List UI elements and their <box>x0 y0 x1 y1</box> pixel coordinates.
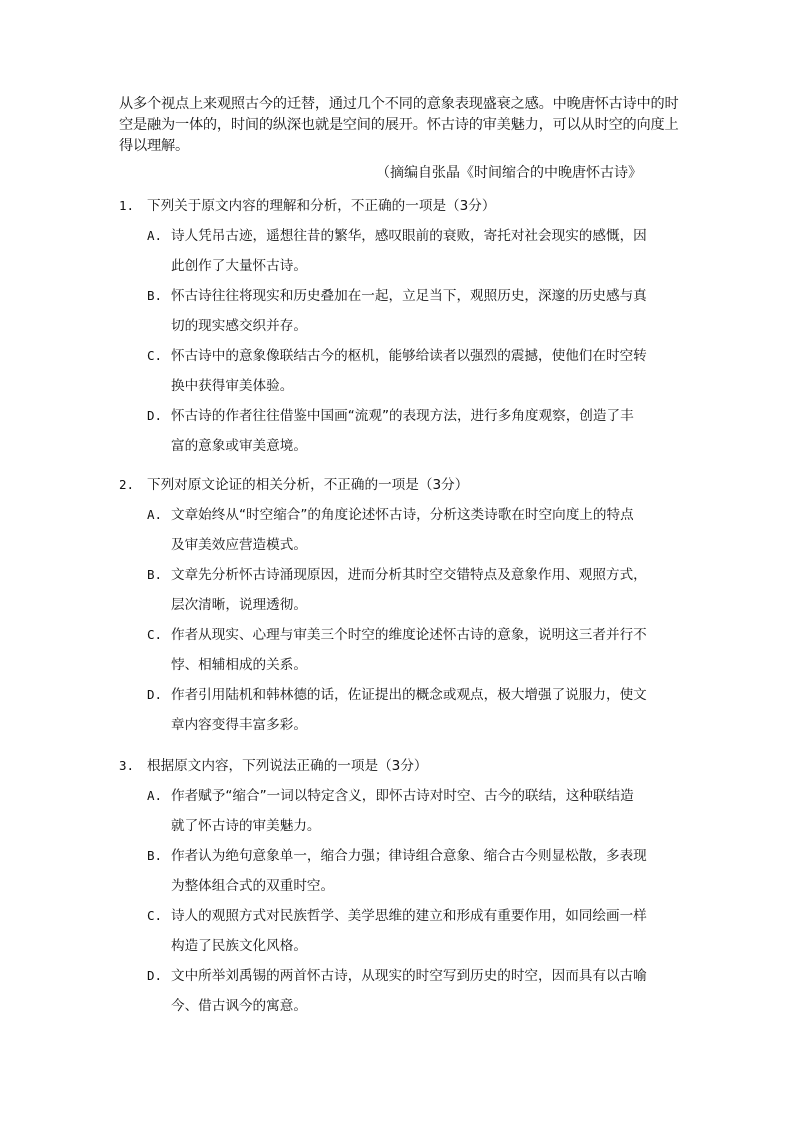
option-d[interactable] <box>147 685 689 745</box>
question-text: 下列关于原文内容的理解和分析，不正确的一项是（3分） <box>147 198 496 214</box>
option-text-continued: 构造了民族文化风格。 <box>171 938 307 954</box>
option-a[interactable] <box>147 505 689 565</box>
option-letter: C. <box>147 908 163 923</box>
option-b[interactable] <box>147 286 689 346</box>
option-text: 文章始终从“时空缩合”的角度论述怀古诗，分析这类诗歌在时空向度上的特点 <box>171 507 634 523</box>
question-number: 1. <box>119 198 135 213</box>
intro-line: 从多个视点上来观照古今的迁替，通过几个不同的意象表现盛衰之感。中晚唐怀古诗中的时 <box>119 96 679 112</box>
intro-paragraph <box>119 94 679 157</box>
option-letter: B. <box>147 848 163 863</box>
question-number: 3. <box>119 758 135 773</box>
option-a[interactable] <box>147 226 689 286</box>
option-d[interactable] <box>147 966 689 1026</box>
option-text-continued: 今、借古讽今的寓意。 <box>171 998 307 1014</box>
option-text-continued: 切的现实感交织并存。 <box>171 318 307 334</box>
option-text: 诗人的观照方式对民族哲学、美学思维的建立和形成有重要作用，如同绘画一样 <box>171 908 647 924</box>
option-b[interactable] <box>147 846 689 906</box>
question-3 <box>119 756 689 1026</box>
option-text: 作者引用陆机和韩林德的话，佐证提出的概念或观点，极大增强了说服力，使文 <box>171 687 647 703</box>
option-text-continued: 及审美效应营造模式。 <box>171 537 307 553</box>
option-c[interactable] <box>147 625 689 685</box>
option-text-continued: 就了怀古诗的审美魅力。 <box>171 818 321 834</box>
question-stem <box>119 756 689 786</box>
option-text: 文中所举刘禹锡的两首怀古诗，从现实的时空写到历史的时空，因而具有以古喻 <box>171 968 647 984</box>
option-text-continued: 换中获得审美体验。 <box>171 378 294 394</box>
option-text-continued: 层次清晰，说理透彻。 <box>171 597 307 613</box>
option-d[interactable] <box>147 406 689 466</box>
option-letter: B. <box>147 288 163 303</box>
option-b[interactable] <box>147 565 689 625</box>
source-citation: （摘编自张晶《时间缩合的中晚唐怀古诗》 <box>376 165 642 181</box>
question-2 <box>119 475 689 745</box>
option-text: 作者认为绝句意象单一，缩合力强；律诗组合意象、缩合古今则显松散，多表现 <box>171 848 647 864</box>
option-letter: D. <box>147 968 163 983</box>
option-letter: C. <box>147 627 163 642</box>
option-letter: A. <box>147 788 163 803</box>
option-letter: C. <box>147 348 163 363</box>
option-c[interactable] <box>147 906 689 966</box>
option-text-continued: 此创作了大量怀古诗。 <box>171 258 307 274</box>
intro-line: 空是融为一体的，时间的纵深也就是空间的展开。怀古诗的审美魅力，可以从时空的向度上 <box>119 117 679 133</box>
question-text: 下列对原文论证的相关分析，不正确的一项是（3分） <box>147 477 469 493</box>
question-stem <box>119 475 689 505</box>
option-a[interactable] <box>147 786 689 846</box>
question-1 <box>119 196 689 466</box>
intro-line: 得以理解。 <box>119 138 189 154</box>
option-text: 怀古诗的作者往往借鉴中国画“流观”的表现方法，进行多角度观察，创造了丰 <box>171 408 634 424</box>
option-letter: A. <box>147 507 163 522</box>
option-text: 作者赋予“缩合”一词以特定含义，即怀古诗对时空、古今的联结，这种联结造 <box>171 788 634 804</box>
option-c[interactable] <box>147 346 689 406</box>
option-letter: D. <box>147 408 163 423</box>
option-text: 文章先分析怀古诗涌现原因，进而分析其时空交错特点及意象作用、观照方式， <box>171 567 647 583</box>
option-text-continued: 悖、相辅相成的关系。 <box>171 657 307 673</box>
option-text: 怀古诗往往将现实和历史叠加在一起，立足当下，观照历史，深邃的历史感与真 <box>171 288 647 304</box>
option-text: 作者从现实、心理与审美三个时空的维度论述怀古诗的意象，说明这三者并行不 <box>171 627 647 643</box>
option-text-continued: 章内容变得丰富多彩。 <box>171 717 307 733</box>
option-letter: D. <box>147 687 163 702</box>
option-text-continued: 富的意象或审美意境。 <box>171 438 307 454</box>
question-number: 2. <box>119 477 135 492</box>
question-text: 根据原文内容，下列说法正确的一项是（3分） <box>147 758 428 774</box>
option-text: 怀古诗中的意象像联结古今的枢机，能够给读者以强烈的震撼，使他们在时空转 <box>171 348 647 364</box>
option-text-continued: 为整体组合式的双重时空。 <box>171 878 335 894</box>
question-stem <box>119 196 689 226</box>
option-letter: A. <box>147 228 163 243</box>
option-text: 诗人凭吊古迹，遥想往昔的繁华，感叹眼前的衰败，寄托对社会现实的感慨，因 <box>171 228 647 244</box>
option-letter: B. <box>147 567 163 582</box>
